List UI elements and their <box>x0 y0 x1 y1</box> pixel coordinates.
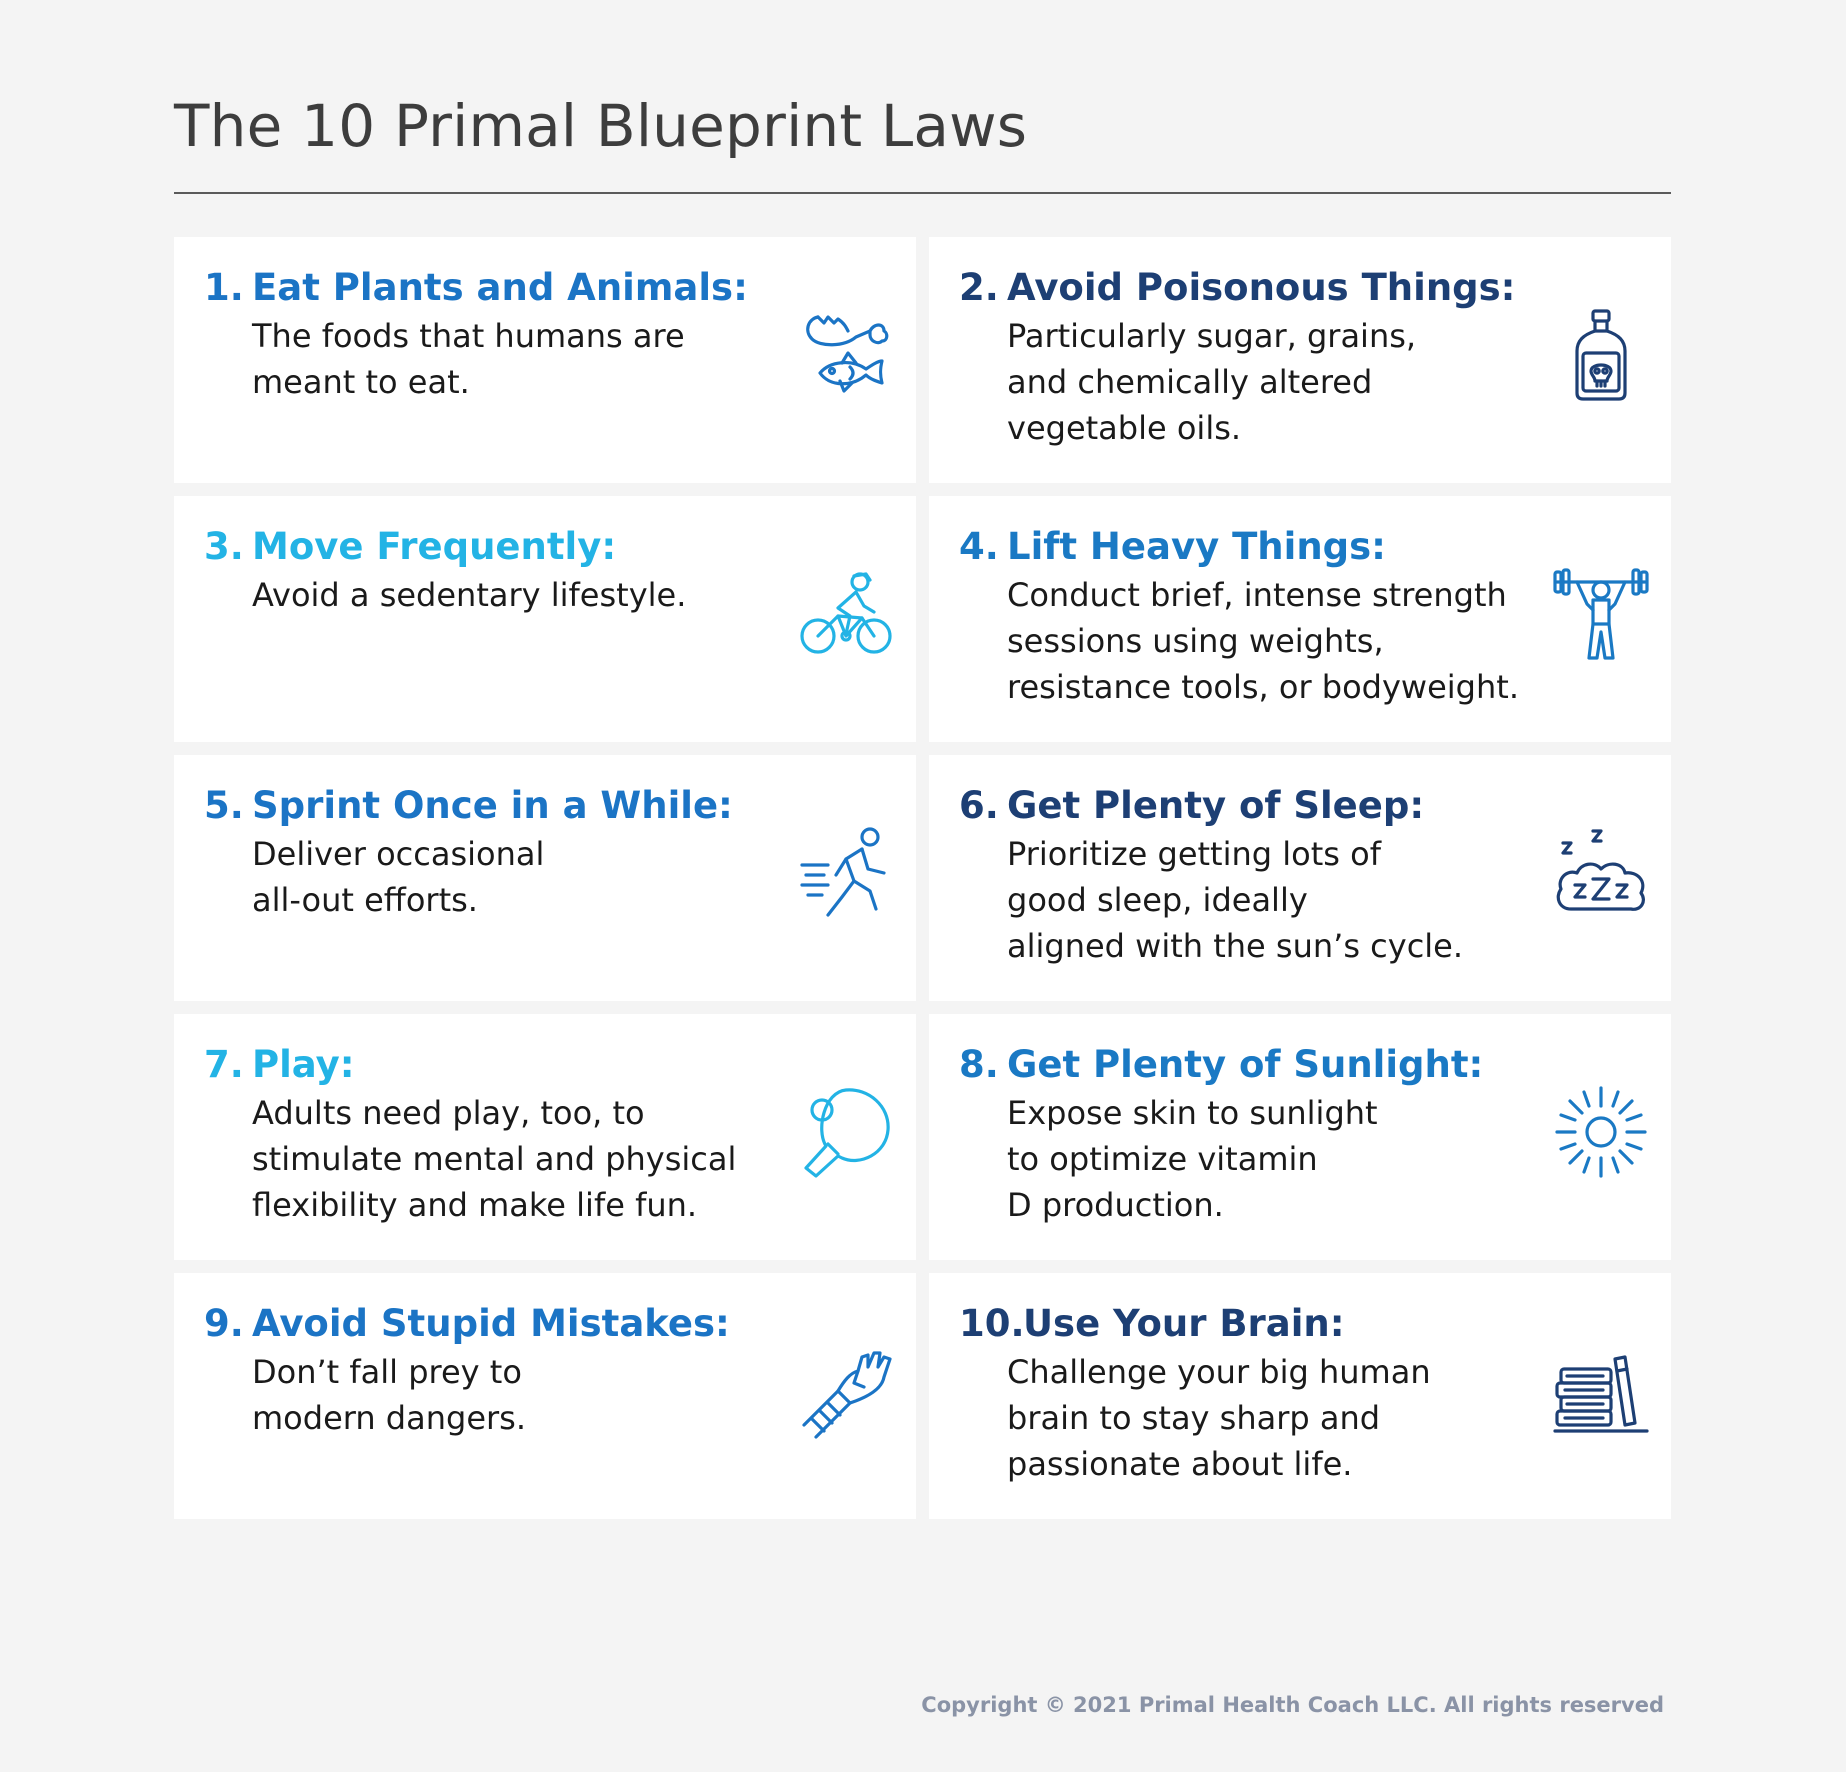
law-title: Get Plenty of Sunlight: <box>1007 1043 1484 1086</box>
law-card-8 <box>929 1014 1671 1260</box>
sprinter-icon <box>798 825 894 921</box>
copyright-notice: Copyright © 2021 Primal Health Coach LLC. All rights reserved <box>921 1693 1664 1717</box>
law-heading-3 <box>204 524 766 570</box>
law-heading-7 <box>204 1042 766 1088</box>
law-heading-10 <box>959 1301 1521 1347</box>
law-title: Avoid Poisonous Things: <box>1007 266 1516 309</box>
title-divider <box>174 192 1671 194</box>
bandaged-arm-icon <box>798 1343 894 1439</box>
law-number: 7. <box>204 1043 244 1086</box>
sun-icon <box>1553 1084 1649 1180</box>
law-heading-2 <box>959 265 1521 311</box>
law-heading-8 <box>959 1042 1521 1088</box>
law-card-2 <box>929 237 1671 483</box>
page-title: The 10 Primal Blueprint Laws <box>174 92 1028 160</box>
law-description: Don’t fall prey to modern dangers. <box>252 1353 526 1437</box>
law-number: 5. <box>204 784 244 827</box>
books-icon <box>1553 1343 1649 1439</box>
law-card-10 <box>929 1273 1671 1519</box>
law-title: Sprint Once in a While: <box>252 784 733 827</box>
law-card-5 <box>174 755 916 1001</box>
law-title: Eat Plants and Animals: <box>252 266 748 309</box>
law-description: Expose skin to sunlight to optimize vitamin D production. <box>1007 1094 1378 1224</box>
law-heading-1 <box>204 265 766 311</box>
law-description: Adults need play, too, to stimulate mental and physical flexibility and make life fun. <box>252 1094 737 1224</box>
weightlifter-icon <box>1553 566 1649 662</box>
law-card-3 <box>174 496 916 742</box>
law-description: Avoid a sedentary lifestyle. <box>252 576 687 614</box>
law-card-1 <box>174 237 916 483</box>
law-card-6 <box>929 755 1671 1001</box>
meat-fish-icon <box>798 307 894 403</box>
law-title: Play: <box>252 1043 355 1086</box>
law-card-7 <box>174 1014 916 1260</box>
law-title: Move Frequently: <box>252 525 617 568</box>
law-title: Get Plenty of Sleep: <box>1007 784 1425 827</box>
law-card-9 <box>174 1273 916 1519</box>
law-number: 3. <box>204 525 244 568</box>
laws-grid <box>174 237 1671 1519</box>
law-number: 2. <box>959 266 999 309</box>
law-number: 8. <box>959 1043 999 1086</box>
law-number: 1. <box>204 266 244 309</box>
law-heading-9 <box>204 1301 766 1347</box>
law-description: Deliver occasional all-out efforts. <box>252 835 545 919</box>
law-title: Lift Heavy Things: <box>1007 525 1386 568</box>
law-number: 6. <box>959 784 999 827</box>
ping-pong-icon <box>798 1084 894 1180</box>
law-description: Challenge your big human brain to stay sharp and passionate about life. <box>1007 1353 1431 1483</box>
law-number: 9. <box>204 1302 244 1345</box>
law-description: Prioritize getting lots of good sleep, ideally aligned with the sun’s cycle. <box>1007 835 1464 965</box>
law-card-4 <box>929 496 1671 742</box>
law-number: 4. <box>959 525 999 568</box>
sleep-cloud-icon <box>1553 825 1649 921</box>
law-heading-5 <box>204 783 766 829</box>
law-heading-6 <box>959 783 1521 829</box>
law-title: Use Your Brain: <box>1023 1302 1345 1345</box>
law-title: Avoid Stupid Mistakes: <box>252 1302 730 1345</box>
law-number: 10. <box>959 1302 1025 1345</box>
law-heading-4 <box>959 524 1521 570</box>
law-description: Particularly sugar, grains, and chemically altered vegetable oils. <box>1007 317 1417 447</box>
law-description: Conduct brief, intense strength sessions using weights, resistance tools, or bodyweight. <box>1007 576 1519 706</box>
poison-bottle-icon <box>1553 307 1649 403</box>
law-description: The foods that humans are meant to eat. <box>252 317 685 401</box>
cyclist-icon <box>798 566 894 662</box>
